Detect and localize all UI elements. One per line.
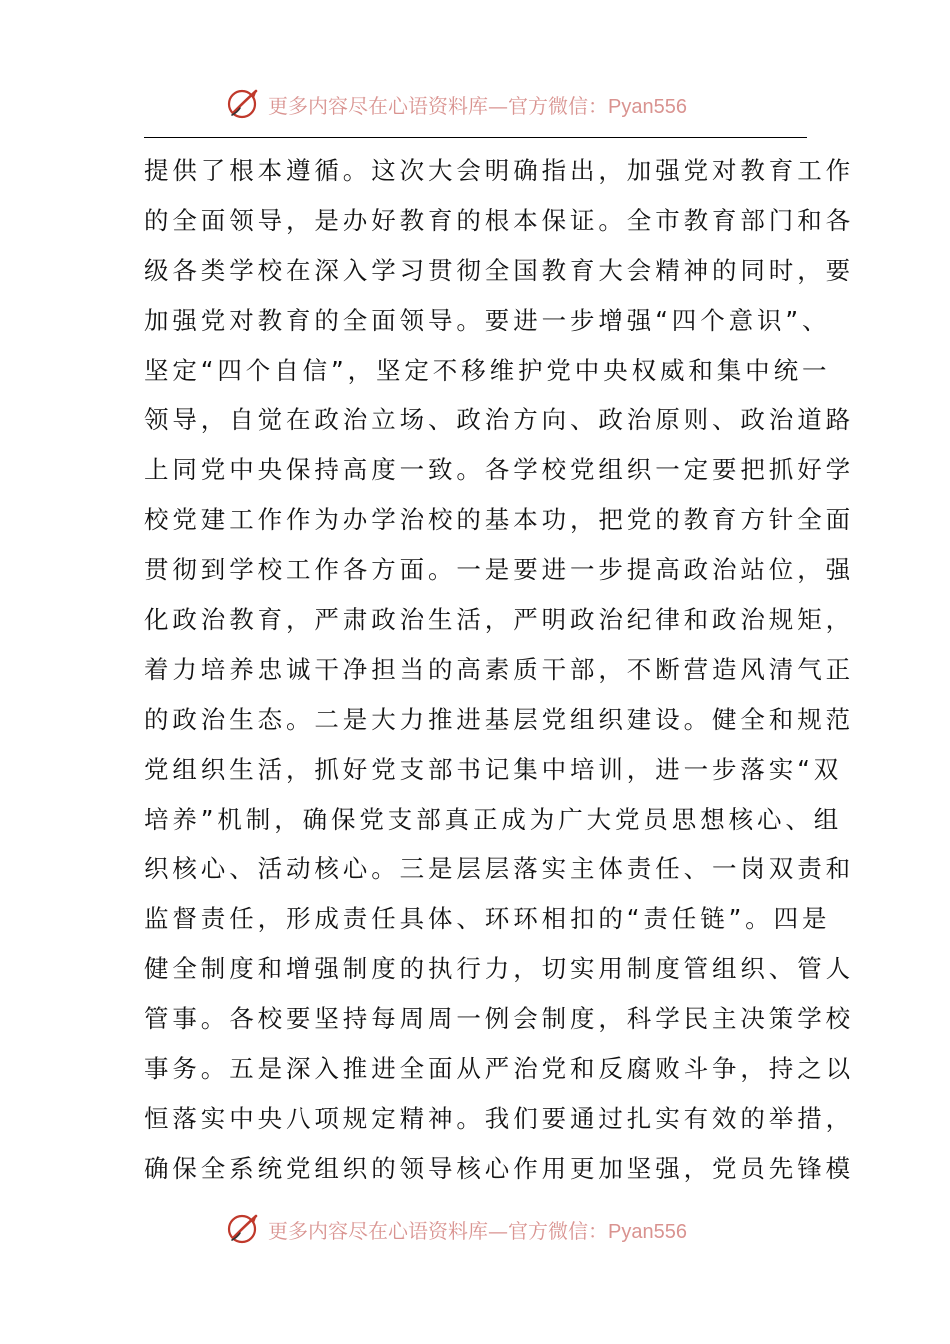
- body-line: 领导，自觉在政治立场、政治方向、政治原则、政治道路: [144, 405, 854, 435]
- body-line: 党组织生活，抓好党支部书记集中培训，进一步落实“双: [144, 754, 843, 784]
- banner-text: 更多内容尽在心语资料库—官方微信：Pyan556: [268, 93, 687, 118]
- body-line: 级各类学校在深入学习贯彻全国教育大会精神的同时，要: [144, 255, 854, 285]
- footer-banner: [226, 1207, 687, 1251]
- body-line: 着力培养忠诚干净担当的高素质干部，不断营造风清气正: [144, 654, 854, 684]
- header-banner: [226, 82, 687, 126]
- body-line: 坚定“四个自信”，坚定不移维护党中央权威和集中统一: [144, 355, 831, 385]
- body-line: 贯彻到学校工作各方面。一是要进一步提高政治站位，强: [144, 555, 854, 585]
- body-line: 校党建工作作为办学治校的基本功，把党的教育方针全面: [144, 505, 854, 535]
- banner-wechat-id: Pyan556: [608, 95, 687, 118]
- body-text: [144, 146, 854, 1194]
- body-line: 加强党对教育的全面领导。要进一步增强“四个意识”、: [144, 305, 831, 335]
- body-line: 事务。五是深入推进全面从严治党和反腐败斗争，持之以: [144, 1054, 854, 1084]
- body-line: 管事。各校要坚持每周周一例会制度，科学民主决策学校: [144, 1004, 854, 1034]
- body-line: 的政治生态。二是大力推进基层党组织建设。健全和规范: [144, 704, 854, 734]
- banner-text: 更多内容尽在心语资料库—官方微信：Pyan556: [268, 1218, 687, 1243]
- body-line: 的全面领导，是办好教育的根本保证。全市教育部门和各: [144, 205, 854, 235]
- body-line: 确保全系统党组织的领导核心作用更加坚强，党员先锋模: [144, 1153, 854, 1183]
- pen-logo-icon: [226, 86, 262, 122]
- header-rule: [144, 137, 807, 138]
- body-line: 恒落实中央八项规定精神。我们要通过扎实有效的举措，: [144, 1103, 854, 1133]
- pen-logo-icon: [226, 1211, 262, 1247]
- body-line: 化政治教育，严肃政治生活，严明政治纪律和政治规矩，: [144, 605, 854, 635]
- body-line: 织核心、活动核心。三是层层落实主体责任、一岗双责和: [144, 854, 854, 884]
- body-line: 提供了根本遵循。这次大会明确指出，加强党对教育工作: [144, 156, 854, 185]
- banner-wechat-id: Pyan556: [608, 1220, 687, 1243]
- body-line: 培养”机制，确保党支部真正成为广大党员思想核心、组: [144, 804, 843, 834]
- body-line: 上同党中央保持高度一致。各学校党组织一定要把抓好学: [144, 455, 854, 485]
- body-line: 健全制度和增强制度的执行力，切实用制度管组织、管人: [144, 954, 854, 984]
- body-line: 监督责任，形成责任具体、环环相扣的“责任链”。四是: [144, 904, 831, 934]
